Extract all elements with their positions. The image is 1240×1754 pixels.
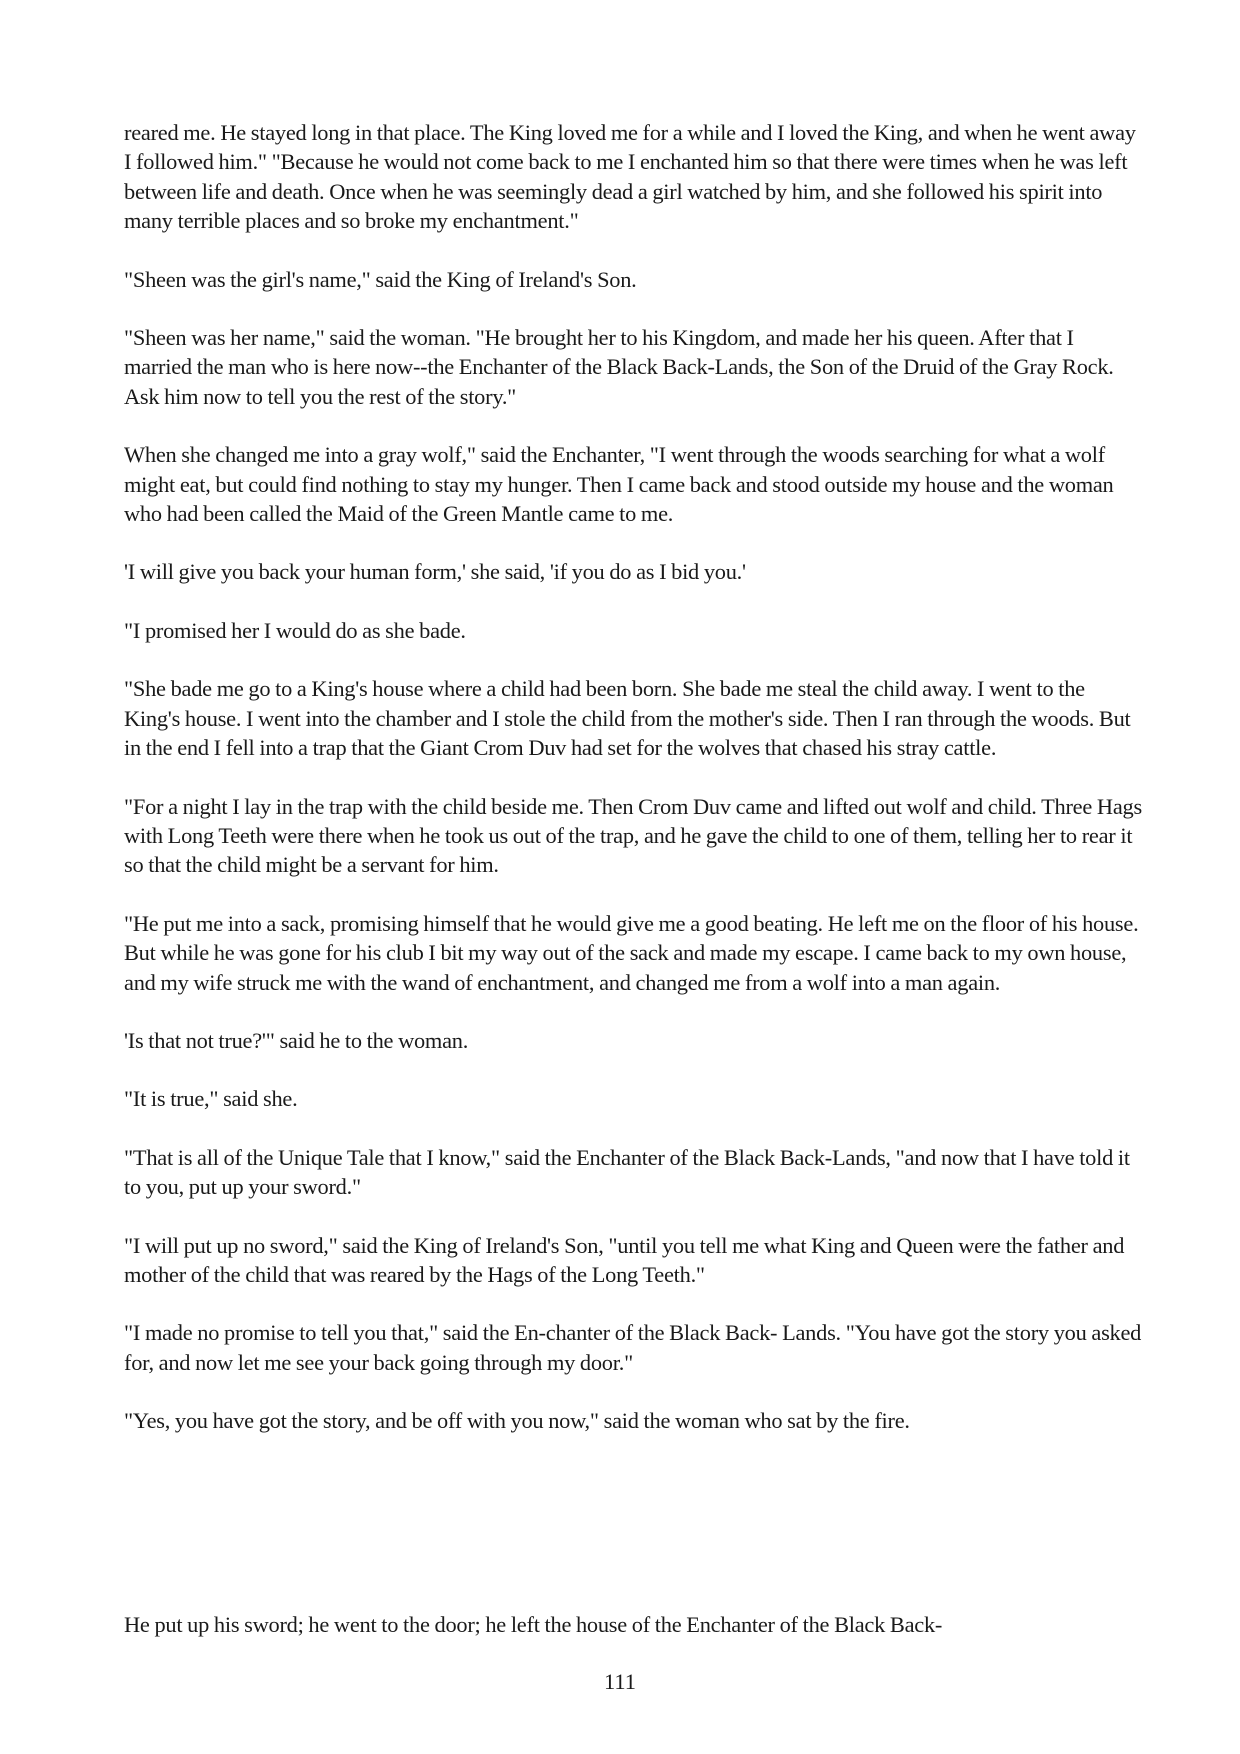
paragraph: 'I will give you back your human form,' she said, 'if you do as I bid you.' [124,559,746,585]
body-text [124,118,1144,1465]
paragraph: "Sheen was the girl's name," said the King of Ireland's Son. [124,266,637,292]
final-paragraph: He put up his sword; he went to the door; he left the house of the Enchanter of the Black Back- [124,1612,943,1637]
paragraph: "He put me into a sack, promising himself that he would give me a good beating. He left me on the floor of his house. But while he was gone for his club I bit my way out of the sack and made my escape. I came back to my own house, and my wife struck me with the wand of enchantment, and changed me from a wolf into a man again. [124,910,1139,995]
paragraph: "For a night I lay in the trap with the child beside me. Then Crom Duv came and lifted out wolf and child. Three Hags with Long Teeth were there when he took us out of the trap, and he gave the child to one of them, telling her to rear it so that the child might be a servant for him. [124,793,1142,878]
paragraph: "Sheen was her name," said the woman. "He brought her to his Kingdom, and made her his queen. After that I married the man who is here now--the Enchanter of the Black Back-Lands, the Son of the Druid of the Gray Rock. Ask him now to tell you the rest of the story." [124,325,1114,409]
paragraph: "I made no promise to tell you that," said the En-chanter of the Black Back- Lands. "You have got the story you asked for, and now let me see your back going through my door." [124,1320,1142,1375]
page-number: 111 [604,1669,636,1694]
paragraph: "It is true," said she. [124,1086,298,1112]
paragraph: When she changed me into a gray wolf," said the Enchanter, "I went through the woods searching for what a wolf might eat, but could find nothing to stay my hunger. Then I came back and stood outside my house and the woman who had been called the Maid of the Green Mantle came to me. [124,442,1114,527]
paragraph: "She bade me go to a King's house where a child had been born. She bade me steal the child away. I went to the King's house. I went into the chamber and I stole the child from the mother's side. Then I ran through the woods. But in the end I fell into a trap that the Giant Crom Duv had set for the wolves that chased his stray cattle. [124,676,1131,761]
paragraph: "I promised her I would do as she bade. [124,617,466,643]
paragraph: "I will put up no sword," said the King of Ireland's Son, "until you tell me what King and Queen were the father and mother of the child that was reared by the Hags of the Long Teeth." [124,1232,1125,1287]
paragraph: 'Is that not true?'" said he to the woman. [124,1027,469,1053]
paragraph: reared me. He stayed long in that place. The King loved me for a while and I loved the King, and when he went away I followed him." "Because he would not come back to me I enchanted him so that there were times when he was left between life and death. Once when he was seemingly dead a girl watched by him, and she followed his spirit into many terrible places and so broke my enchantment." [124,120,1136,234]
paragraph: "Yes, you have got the story, and be off with you now," said the woman who sat by the fire. [124,1408,910,1434]
paragraph: "That is all of the Unique Tale that I know," said the Enchanter of the Black Back-Lands, "and now that I have told it to you, put up your sword." [124,1144,1130,1200]
